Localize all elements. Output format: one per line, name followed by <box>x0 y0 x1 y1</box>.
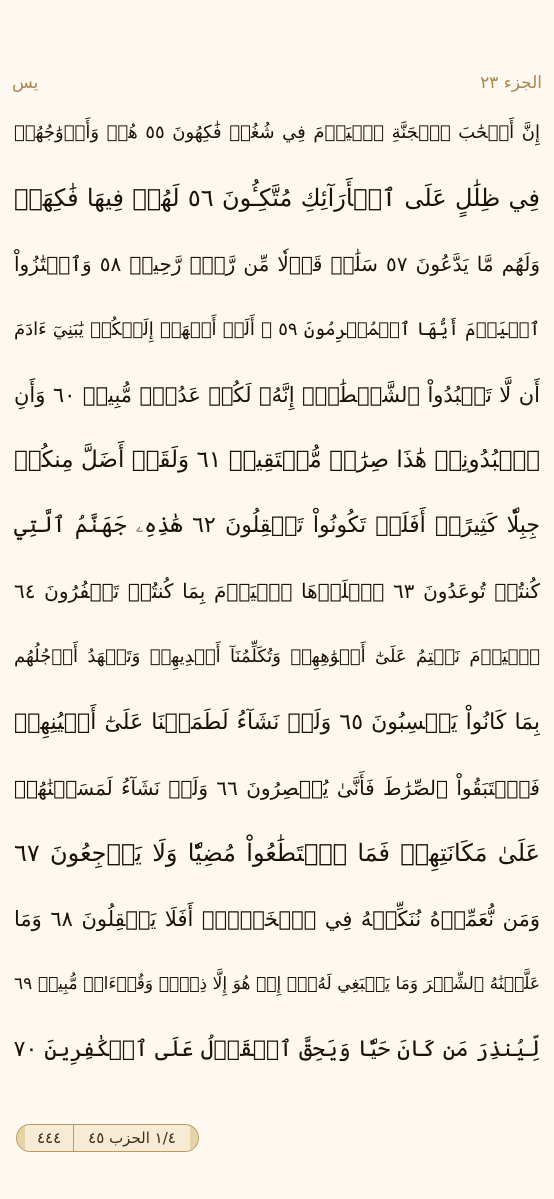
verse-line: أَن لَّا تَعۡبُدُواْ ٱلشَّيۡطَٰنَۖ إِنَّهُۥ لَكُمۡ عَدُوّٞ مُّبِينٞ ٦٠ وَأَنِ <box>14 382 540 407</box>
verse-line: وَلَهُم مَّا يَدَّعُونَ ٥٧ سَلَٰمٞ قَوۡلٗا مِّن رَّبّٖ رَّحِيمٖ ٥٨ وَٱمۡتَٰزُواْ <box>14 251 540 276</box>
page-number: ٤٤٤ <box>25 1125 74 1151</box>
verse-line: بِمَا كَانُواْ يَكۡسِبُونَ ٦٥ وَلَوۡ نَشَآءُ لَطَمَسۡنَا عَلَىٰٓ أَعۡيُنِهِمۡ <box>14 709 540 735</box>
surah-name: يس <box>12 73 39 93</box>
hizb-label: ١/٤ الحزب ٤٥ <box>88 1129 176 1147</box>
verse-line: وَمَن نُّعَمِّرۡهُ نُنَكِّسۡهُ فِي ٱلۡخَلۡقِۚ أَفَلَا يَعۡقِلُونَ ٦٨ وَمَا <box>14 906 540 931</box>
verse-line: عَلَىٰ مَكَانَتِهِمۡ فَمَا ٱسۡتَطَٰعُواْ مُضِيّٗا وَلَا يَرۡجِعُونَ ٦٧ <box>14 839 540 868</box>
verse-line: ٱلۡيَوۡمَ أَيُّهَا ٱلۡمُجۡرِمُونَ ٥٩ ۞ أَلَمۡ أَعۡهَدۡ إِلَيۡكُمۡ يَٰبَنِيٓ ءَادَمَ <box>14 318 540 340</box>
pill-left-cap <box>17 1125 25 1151</box>
verse-line: جِبِلّٗا كَثِيرًاۖ أَفَلَمۡ تَكُونُواْ تَعۡقِلُونَ ٦٢ هَٰذِهِۦ جَهَنَّمُ ٱلَّتِي <box>14 513 540 539</box>
verses-block <box>14 100 540 1083</box>
pill-right-cap <box>190 1125 198 1151</box>
verse-line: إِنَّ أَصۡحَٰبَ ٱلۡجَنَّةِ ٱلۡيَوۡمَ فِي شُغُلٖ فَٰكِهُونَ ٥٥ هُمۡ وَأَزۡوَٰجُهُمۡ <box>14 122 540 144</box>
page-footer <box>16 1124 199 1152</box>
verse-line: ٱلۡيَوۡمَ نَخۡتِمُ عَلَىٰٓ أَفۡوَٰهِهِمۡ وَتُكَلِّمُنَآ أَيۡدِيهِمۡ وَتَشۡهَدُ أَرۡجُلُهُم <box>14 646 540 668</box>
verse-line: عَلَّمۡنَٰهُ ٱلشِّعۡرَ وَمَا يَنۢبَغِي لَهُۥٓۚ إِنۡ هُوَ إِلَّا ذِكۡرٞ وَقُرۡءَانٞ مُّبِينٞ ٦٩ <box>14 974 540 995</box>
verse-line: فَٱسۡتَبَقُواْ ٱلصِّرَٰطَ فَأَنَّىٰ يُبۡصِرُونَ ٦٦ وَلَوۡ نَشَآءُ لَمَسَخۡنَٰهُمۡ <box>14 775 540 800</box>
verse-line: فِي ظِلَٰلٍ عَلَى ٱلۡأَرَآئِكِ مُتَّكِـُٔونَ ٥٦ لَهُمۡ فِيهَا فَٰكِهَةٞ <box>14 184 540 213</box>
verse-line: ٱعۡبُدُونِيۚ هَٰذَا صِرَٰطٞ مُّسۡتَقِيمٞ ٦١ وَلَقَدۡ أَضَلَّ مِنكُمۡ <box>14 447 540 474</box>
page-header <box>12 70 542 96</box>
verse-line: كُنتُمۡ تُوعَدُونَ ٦٣ ٱصۡلَوۡهَا ٱلۡيَوۡمَ بِمَا كُنتُمۡ تَكۡفُرُونَ ٦٤ <box>14 579 540 604</box>
juz-label: الجزء ٢٣ <box>480 73 542 93</box>
verse-line: لِّيُنذِرَ مَن كَانَ حَيّٗا وَيَحِقَّ ٱلۡقَوۡلُ عَلَى ٱلۡكَٰفِرِينَ ٧٠ <box>14 1037 540 1063</box>
page-info-pill[interactable] <box>16 1124 199 1152</box>
